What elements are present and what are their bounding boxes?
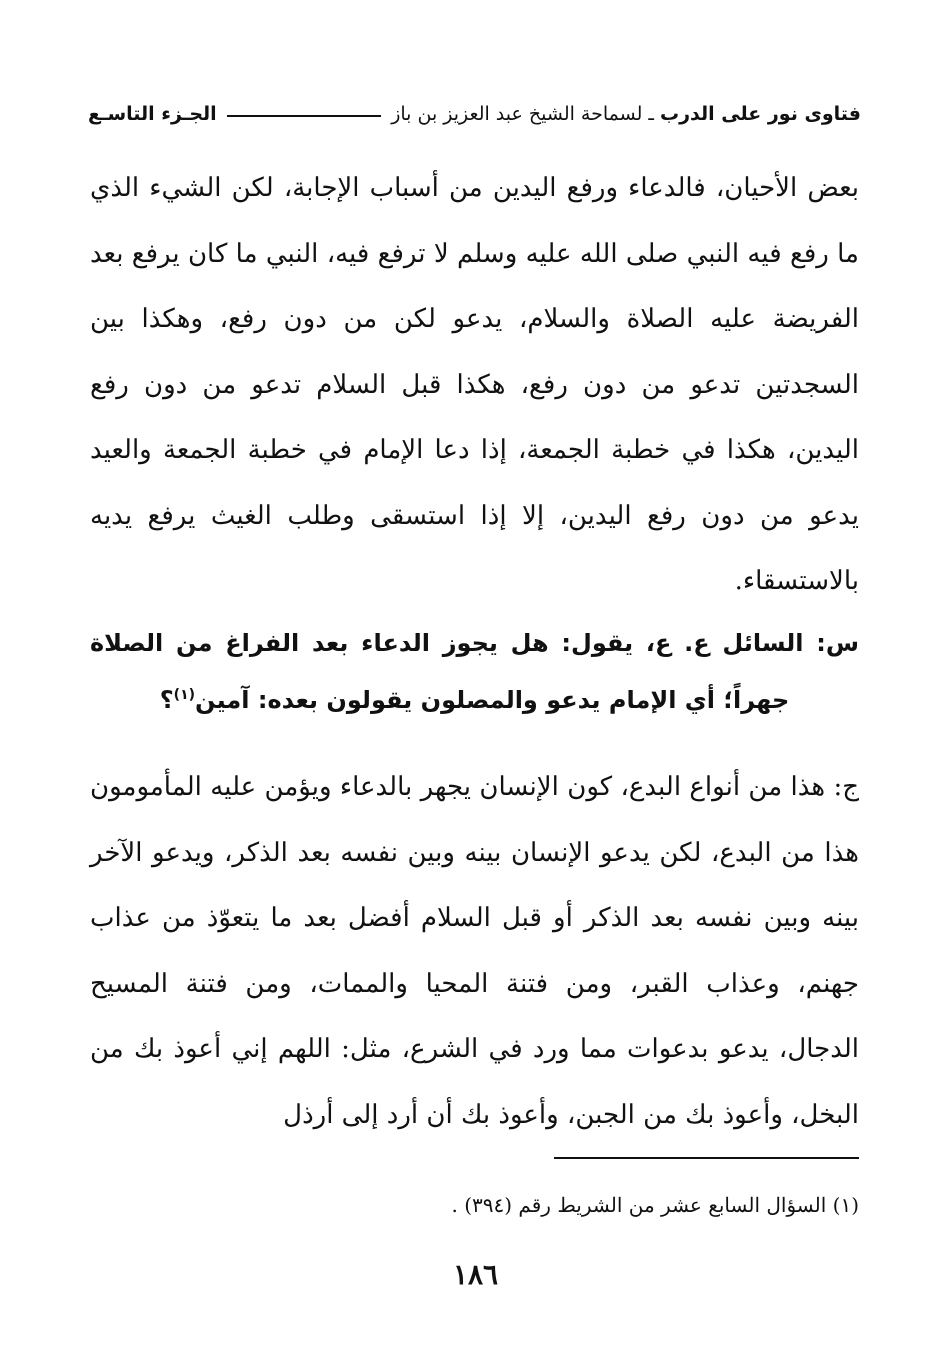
paragraph-continued: بعض الأحيان، فالدعاء ورفع اليدين من أسباب الإجابة، لكن الشيء الذي ما رفع فيه النبي صلى الله عليه وسلم لا ترفع فيه، النبي ما كان يرفع بعد الفريضة عليه الصلاة والسلام، يدعو لكن من دون رفع، وهكذا بين السجدتين تدعو من دون رفع، هكذا قبل السلام تدعو من دون رفع اليدين، هكذا في خطبة الجمعة، إذا دعا الإمام في خطبة الجمعة والعيد يدعو من دون رفع اليدين، إلا إذا استسقى وطلب الغيث يرفع يديه بالاستسقاء. — [90, 173, 859, 596]
author-name: ـ لسماحة الشيخ عبد العزيز بن باز — [391, 103, 654, 125]
footnote-text: (١) السؤال السابع عشر من الشريط رقم (٣٩٤) . — [451, 1193, 859, 1217]
question-mark: ؟ — [159, 686, 174, 714]
footnote-reference[interactable]: (١) — [173, 687, 196, 703]
footnote-separator — [554, 1157, 859, 1159]
question-paragraph — [90, 615, 859, 729]
question-text: السائل ع. ع، يقول: هل يجوز الدعاء بعد الفراغ من الصلاة جهراً؛ أي الإمام يدعو والمصلون يقولون بعده: آمين — [90, 629, 804, 714]
running-header — [88, 96, 861, 132]
question-prefix: س: — [816, 629, 860, 657]
answer-paragraph: ج: هذا من أنواع البدع، كون الإنسان يجهر بالدعاء ويؤمن عليه المأمومون هذا من البدع، لكن يدعو الإنسان بينه وبين نفسه بعد الذكر، ويدعو الآخر بينه وبين نفسه بعد الذكر أو قبل السلام أفضل بعد ما يتعوّذ من عذاب جهنم، وعذاب القبر، ومن فتنة المحيا والممات، ومن فتنة المسيح الدجال، يدعو بدعوات مما ورد في الشرع، مثل: اللهم إني أعوذ بك من البخل، وأعوذ بك من الجبن، وأعوذ بك أن أرد إلى أرذل — [90, 772, 859, 1130]
header-rule — [227, 115, 382, 117]
volume-label: الجـزء التاسـع — [88, 103, 217, 125]
book-title: فتاوى نور على الدرب — [660, 103, 861, 125]
page-number: ١٨٦ — [452, 1258, 499, 1291]
header-title-group — [391, 103, 861, 125]
